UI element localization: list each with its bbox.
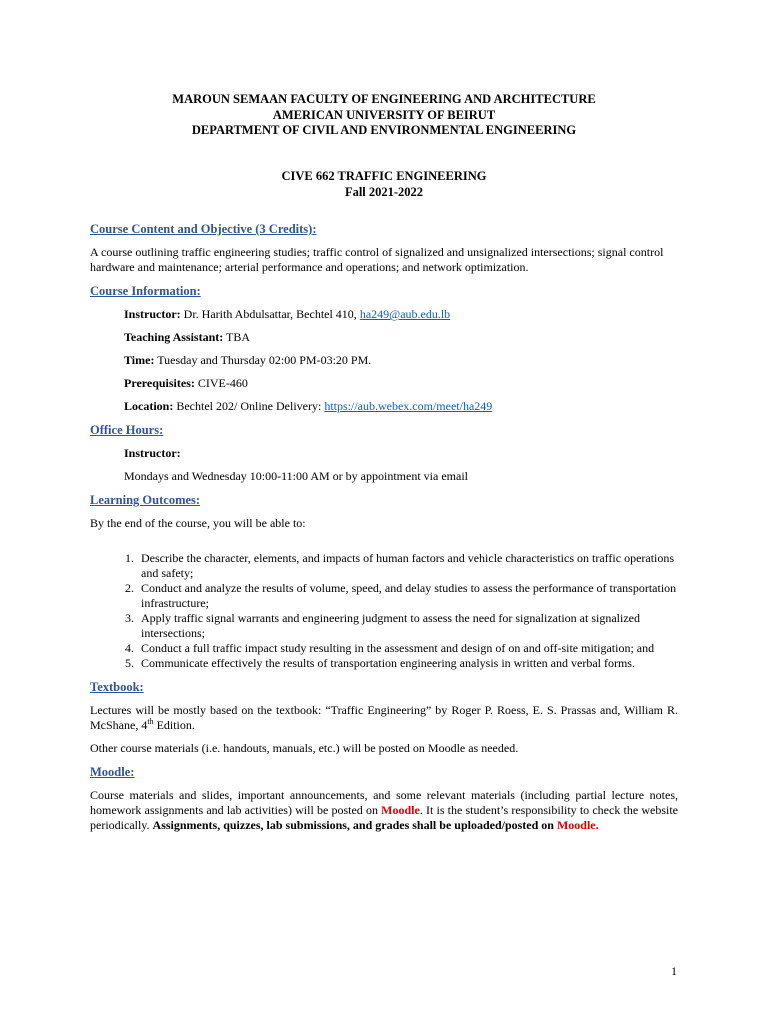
office-instructor-label-text: Instructor: bbox=[124, 446, 181, 460]
office-hours-heading: Office Hours: bbox=[90, 423, 164, 437]
instructor-email-link[interactable]: ha249@aub.edu.lb bbox=[359, 307, 451, 321]
location-line bbox=[124, 399, 678, 422]
prereq-label: Prerequisites: bbox=[124, 376, 195, 390]
faculty-name: MAROUN SEMAAN FACULTY OF ENGINEERING AND ARCHITECTURE bbox=[172, 92, 596, 106]
textbook-heading: Textbook: bbox=[90, 680, 144, 694]
content-objective-text: A course outlining traffic engineering studies; traffic control of signalized and unsignalized intersections; signal control hardware and maintenance; arterial performance and operations; and network optimization. bbox=[90, 245, 664, 274]
office-instructor-label bbox=[124, 446, 678, 469]
course-code-title: CIVE 662 TRAFFIC ENGINEERING bbox=[281, 169, 487, 183]
location-label: Location: bbox=[124, 399, 174, 413]
course-info-heading: Course Information: bbox=[90, 284, 201, 298]
learning-outcomes-heading: Learning Outcomes: bbox=[90, 493, 201, 507]
instructor-value: Dr. Harith Abdulsattar, Bechtel 410, bbox=[180, 307, 360, 321]
textbook-citation: Lectures will be mostly based on the textbook: “Traffic Engineering” by Roger P. Roess, E. S. Prassas and, William R. McShane, 4 bbox=[90, 703, 678, 732]
learning-outcomes-list bbox=[90, 551, 678, 671]
prereq-line bbox=[124, 376, 678, 399]
list-item: 4. Conduct a full traffic impact study resulting in the assessment and design of on and off-site mitigation; and bbox=[137, 641, 678, 656]
other-materials-text: Other course materials (i.e. handouts, manuals, etc.) will be posted on Moodle as needed. bbox=[90, 741, 519, 755]
ta-label: Teaching Assistant: bbox=[124, 330, 224, 344]
list-item: 3. Apply traffic signal warrants and engineering judgment to assess the need for signalization at signalized intersections; bbox=[137, 611, 678, 641]
content-objective-heading: Course Content and Objective (3 Credits): bbox=[90, 222, 317, 236]
list-item: 1. Describe the character, elements, and impacts of human factors and vehicle characteristics on traffic operations and safety; bbox=[137, 551, 678, 581]
page-number: 1 bbox=[671, 964, 677, 978]
time-label: Time: bbox=[124, 353, 155, 367]
time-value: Tuesday and Thursday 02:00 PM-03:20 PM. bbox=[154, 353, 372, 367]
moodle-text bbox=[90, 788, 678, 833]
webex-link[interactable]: https://aub.webex.com/meet/ha249 bbox=[324, 399, 493, 413]
list-item: 2. Conduct and analyze the results of volume, speed, and delay studies to assess the performance of transportation infrastructure; bbox=[137, 581, 678, 611]
prereq-value: CIVE-460 bbox=[194, 376, 248, 390]
moodle-heading: Moodle: bbox=[90, 765, 135, 779]
textbook-text bbox=[90, 703, 678, 733]
textbook-edition: Edition. bbox=[153, 718, 195, 732]
moodle-bold-text: Assignments, quizzes, lab submissions, and grades shall be uploaded/posted on bbox=[152, 818, 557, 832]
moodle-text-part1: Course materials and slides, important announcements, and some relevant materials (including partial lecture notes, homework assignments and lab activities) will be posted on bbox=[90, 788, 678, 817]
location-value: Bechtel 202/ Online Delivery: bbox=[173, 399, 325, 413]
ta-line bbox=[124, 330, 678, 353]
syllabus-body bbox=[90, 221, 678, 833]
learning-outcomes-intro: By the end of the course, you will be able to: bbox=[90, 516, 306, 530]
instructor-line bbox=[124, 307, 678, 330]
edition-superscript: th bbox=[147, 717, 154, 726]
time-line bbox=[124, 353, 678, 376]
university-name: AMERICAN UNIVERSITY OF BEIRUT bbox=[272, 107, 496, 122]
course-info-list bbox=[124, 307, 678, 422]
ta-value: TBA bbox=[223, 330, 251, 344]
course-title-block bbox=[0, 169, 768, 200]
moodle-highlight: Moodle bbox=[381, 803, 420, 817]
office-hours-block bbox=[124, 446, 678, 492]
department-name: DEPARTMENT OF CIVIL AND ENVIRONMENTAL ENGINEERING bbox=[191, 123, 577, 137]
instructor-label: Instructor: bbox=[124, 307, 181, 321]
office-schedule: Mondays and Wednesday 10:00-11:00 AM or by appointment via email bbox=[124, 469, 468, 483]
moodle-text-part2: . It is the student’s responsibility to check the website periodically. bbox=[90, 803, 678, 832]
list-item: 5. Communicate effectively the results of transportation engineering analysis in written and verbal forms. bbox=[137, 656, 678, 671]
moodle-highlight-2: Moodle. bbox=[556, 818, 599, 832]
course-term: Fall 2021-2022 bbox=[344, 184, 424, 199]
institution-header bbox=[0, 92, 768, 139]
